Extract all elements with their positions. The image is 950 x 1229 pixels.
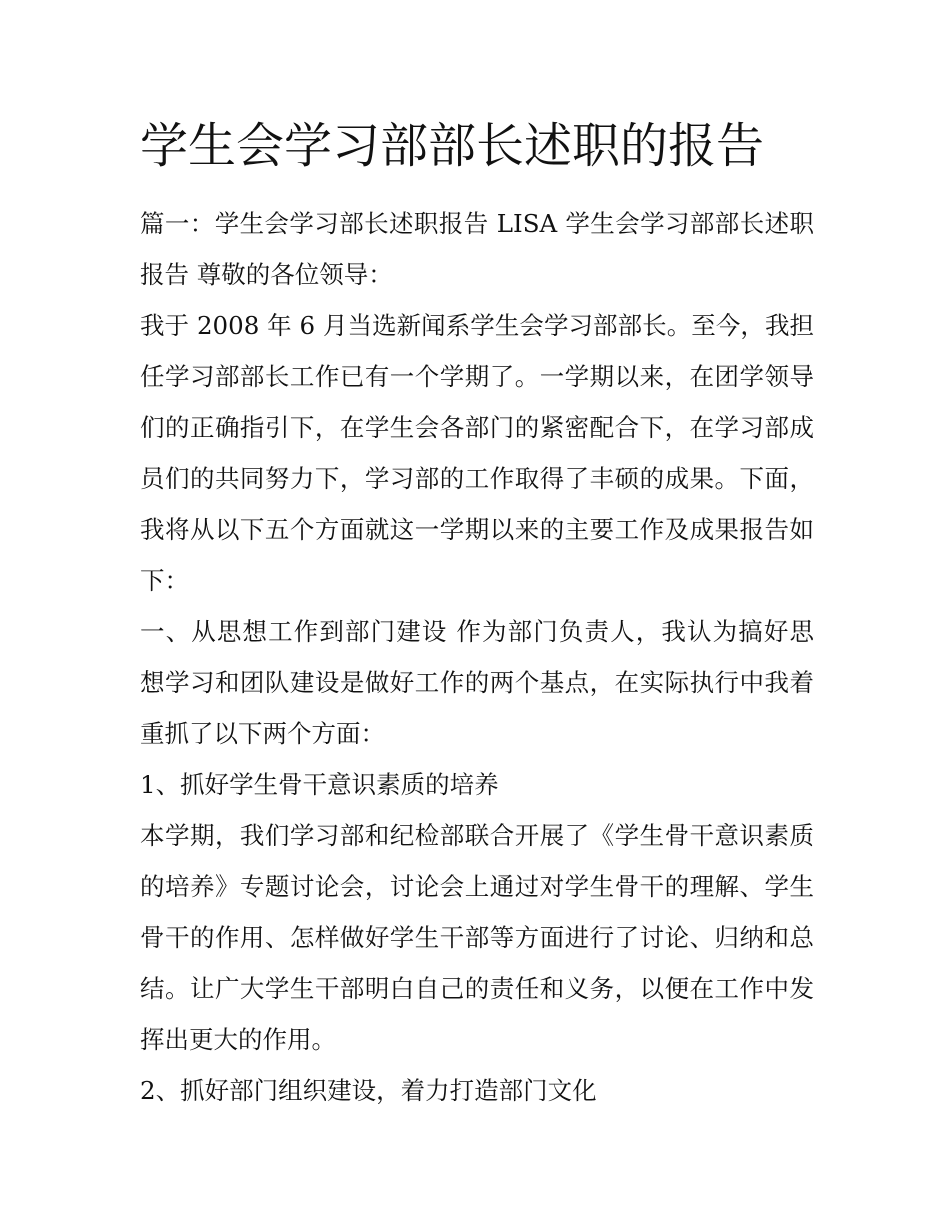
text-line: 结。让广大学生干部明白自己的责任和义务，以便在工作中发 — [140, 974, 814, 1003]
text-line: 下： — [140, 566, 189, 595]
text-line: 骨干的作用、怎样做好学生干部等方面进行了讨论、归纳和总 — [140, 923, 814, 952]
text-line: 们的正确指引下，在学生会各部门的紧密配合下，在学习部成 — [140, 413, 814, 442]
document-body — [140, 198, 814, 1116]
text-line: 本学期，我们学习部和纪检部联合开展了《学生骨干意识素质 — [140, 821, 814, 850]
document-title: 学生会学习部部长述职的报告 — [140, 118, 765, 174]
text-line: 想学习和团队建设是做好工作的两个基点，在实际执行中我着 — [140, 668, 814, 697]
text-line: 重抓了以下两个方面： — [140, 719, 385, 748]
text-line: 员们的共同努力下，学习部的工作取得了丰硕的成果。下面， — [140, 464, 814, 493]
text-line: 的培养》专题讨论会，讨论会上通过对学生骨干的理解、学生 — [140, 872, 814, 901]
text-line: 1、抓好学生骨干意识素质的培养 — [140, 770, 499, 799]
text-line: 挥出更大的作用。 — [140, 1025, 336, 1054]
text-line: 篇一：学生会学习部长述职报告 LISA 学生会学习部部长述职 — [140, 209, 814, 238]
text-line: 2、抓好部门组织建设，着力打造部门文化 — [140, 1076, 597, 1105]
text-line: 任学习部部长工作已有一个学期了。一学期以来，在团学领导 — [140, 362, 814, 391]
text-line: 我于 2008 年 6 月当选新闻系学生会学习部部长。至今，我担 — [140, 311, 814, 340]
text-line: 一、从思想工作到部门建设 作为部门负责人，我认为搞好思 — [140, 617, 814, 646]
text-line: 我将从以下五个方面就这一学期以来的主要工作及成果报告如 — [140, 515, 814, 544]
text-line: 报告 尊敬的各位领导： — [140, 260, 393, 289]
